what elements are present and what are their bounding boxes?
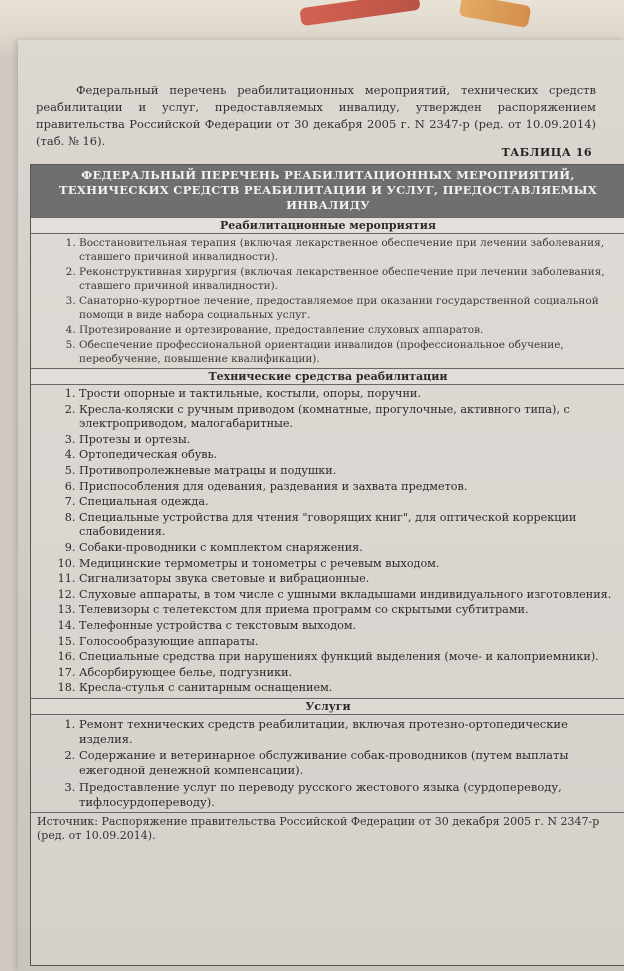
technical-means-list <box>31 387 624 696</box>
list-item: 6. Приспособления для одевания, раздевания и захвата предметов. <box>79 480 617 495</box>
book-page <box>18 40 624 971</box>
rehabilitation-table <box>30 164 624 966</box>
list-item: 7. Специальная одежда. <box>79 495 617 510</box>
section-title-technical-means: Технические средства реабилитации <box>31 368 624 385</box>
list-item: 5. Обеспечение профессиональной ориентации инвалидов (профессиональное обучение, переобучение, повышение квалификации). <box>79 338 617 366</box>
intro-paragraph: Федеральный перечень реабилитационных мероприятий, технических средств реабилитации и услуг, предоставляемых инвалиду, утвержден распоряжением правительства Российской Федерации от 30 декабря 2005 г. N 2347-р (ред. от 10.09.2014) (таб. № 16). <box>36 82 596 148</box>
list-item: 1. Восстановительная терапия (включая лекарственное обеспечение при лечении заболевания, ставшего причиной инвалидности). <box>79 236 617 264</box>
list-item: 3. Предоставление услуг по переводу русского жестового языка (сурдопереводу, тифлосурдопереводу). <box>79 780 617 810</box>
services-list <box>31 717 624 810</box>
list-item: 1. Трости опорные и тактильные, костыли, опоры, поручни. <box>79 387 617 402</box>
section-title-measures: Реабилитационные мероприятия <box>31 217 624 234</box>
table-title: ФЕДЕРАЛЬНЫЙ ПЕРЕЧЕНЬ РЕАБИЛИТАЦИОННЫХ МЕРОПРИЯТИЙ, ТЕХНИЧЕСКИХ СРЕДСТВ РЕАБИЛИТАЦИИ И УСЛУГ, ПРЕДОСТАВЛЯЕМЫХ ИНВАЛИДУ <box>31 165 624 217</box>
list-item: 2. Кресла-коляски с ручным приводом (комнатные, прогулочные, активного типа), с электроприводом, малогабаритные. <box>79 403 617 432</box>
list-item: 12. Слуховые аппараты, в том числе с ушными вкладышами индивидуального изготовления. <box>79 588 617 603</box>
list-item: 9. Собаки-проводники с комплектом снаряжения. <box>79 541 617 556</box>
list-item: 15. Голосообразующие аппараты. <box>79 635 617 650</box>
list-item: 11. Сигнализаторы звука световые и вибрационные. <box>79 572 617 587</box>
list-item: 16. Специальные средства при нарушениях функций выделения (моче- и калоприемники). <box>79 650 617 665</box>
table-number: ТАБЛИЦА 16 <box>501 146 592 159</box>
list-item: 2. Реконструктивная хирургия (включая лекарственное обеспечение при лечении заболевания, ставшего причиной инвалидности). <box>79 265 617 293</box>
list-item: 2. Содержание и ветеринарное обслуживание собак-проводников (путем выплаты ежегодной денежной компенсации). <box>79 748 617 778</box>
list-item: 1. Ремонт технических средств реабилитации, включая протезно-ортопедические изделия. <box>79 717 617 747</box>
list-item: 17. Абсорбирующее белье, подгузники. <box>79 666 617 681</box>
list-item: 3. Протезы и ортезы. <box>79 433 617 448</box>
list-item: 8. Специальные устройства для чтения "говорящих книг", для оптической коррекции слабовидения. <box>79 511 617 540</box>
list-item: 18. Кресла-стулья с санитарным оснащением. <box>79 681 617 696</box>
list-item: 4. Протезирование и ортезирование, предоставление слуховых аппаратов. <box>79 323 617 337</box>
list-item: 10. Медицинские термометры и тонометры с речевым выходом. <box>79 557 617 572</box>
list-item: 3. Санаторно-курортное лечение, предоставляемое при оказании государственной социальной помощи в виде набора социальных услуг. <box>79 294 617 322</box>
section-title-services: Услуги <box>31 698 624 715</box>
list-item: 13. Телевизоры с телетекстом для приема программ со скрытыми субтитрами. <box>79 603 617 618</box>
list-item: 5. Противопролежневые матрацы и подушки. <box>79 464 617 479</box>
measures-list <box>31 236 624 366</box>
source-note: Источник: Распоряжение правительства Российской Федерации от 30 декабря 2005 г. N 2347-р (ред. от 10.09.2014). <box>31 812 624 845</box>
list-item: 4. Ортопедическая обувь. <box>79 448 617 463</box>
list-item: 14. Телефонные устройства с текстовым выходом. <box>79 619 617 634</box>
